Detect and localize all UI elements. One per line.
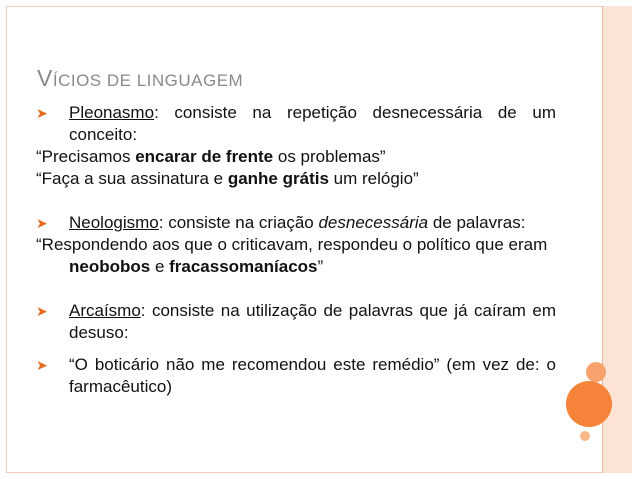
- bullet-arcaismo-example: [36, 354, 556, 398]
- neologismo-definition-end: de palavras:: [428, 213, 526, 232]
- term-neologismo: Neologismo: [69, 213, 159, 232]
- quote-text: “Faça a sua assinatura e: [36, 169, 228, 188]
- bullet-neologismo: [36, 212, 556, 234]
- arrow-bullet-icon: ➤: [36, 215, 48, 231]
- pleonasmo-definition: : consiste na repetição desnecessária de um conceito:: [69, 103, 556, 144]
- arrow-bullet-icon: ➤: [36, 303, 48, 319]
- bullet-arcaismo: [36, 300, 556, 344]
- term-arcaismo: Arcaísmo: [69, 301, 141, 320]
- quote-text: e: [150, 257, 170, 276]
- neologismo-italic-word: desnecessária: [318, 213, 429, 232]
- slide-title: [37, 65, 557, 94]
- quote-highlight: fracassomaníacos: [169, 257, 318, 276]
- quote-pleonasmo-1: [36, 146, 556, 168]
- quote-text: ”: [317, 257, 324, 276]
- title-rest: ÍCIOS DE LINGUAGEM: [52, 71, 244, 90]
- quote-text: os problemas”: [273, 147, 386, 166]
- quote-text: “Precisamos: [36, 147, 136, 166]
- decorative-circle-large: [566, 381, 612, 427]
- arrow-bullet-icon: ➤: [36, 105, 48, 121]
- quote-neologismo: [36, 234, 556, 278]
- arcaismo-definition: : consiste na utilização de palavras que já caíram em desuso:: [69, 301, 556, 342]
- decorative-circle-medium: [586, 362, 606, 382]
- slide-content: [36, 102, 556, 398]
- quote-highlight: ganhe grátis: [227, 169, 329, 188]
- quote-text: um relógio”: [328, 169, 419, 188]
- quote-highlight: neobobos: [69, 257, 151, 276]
- quote-text: “Respondendo aos que o criticavam, respondeu o político que eram: [36, 235, 548, 254]
- term-pleonasmo: Pleonasmo: [69, 103, 155, 122]
- title-first-letter: V: [37, 65, 53, 91]
- quote-pleonasmo-2: [36, 168, 556, 190]
- arcaismo-example-text: “O boticário não me recomendou este remédio” (em vez de: o farmacêutico): [69, 355, 556, 396]
- decorative-circle-small: [580, 431, 590, 441]
- bullet-pleonasmo: [36, 102, 556, 146]
- arrow-bullet-icon: ➤: [36, 357, 48, 373]
- neologismo-definition: : consiste na criação: [158, 213, 319, 232]
- quote-highlight: encarar de frente: [135, 147, 274, 166]
